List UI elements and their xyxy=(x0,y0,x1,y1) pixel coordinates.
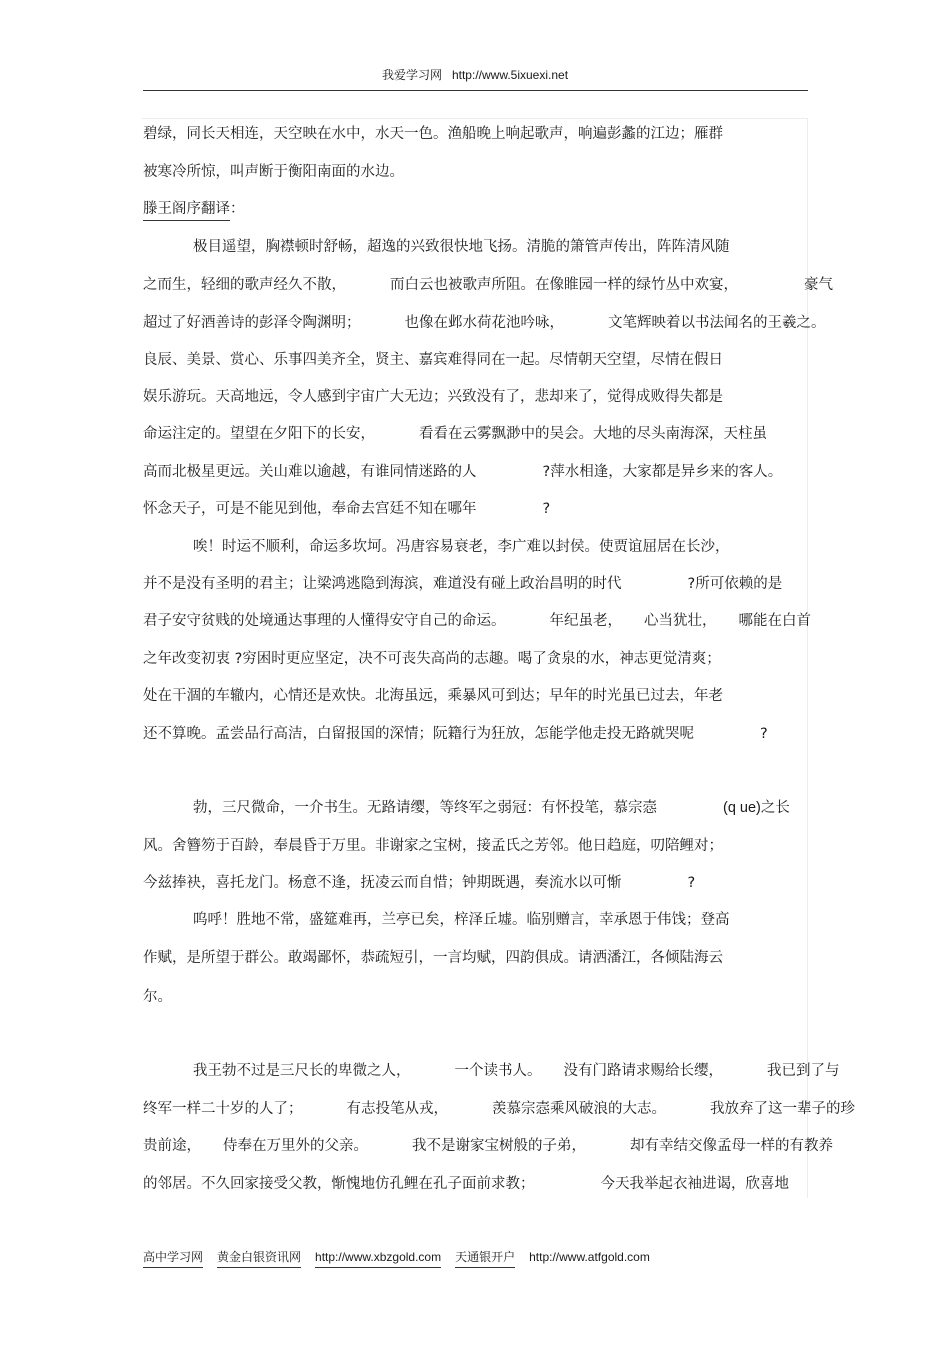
text-line xyxy=(193,798,808,818)
text-segment: 命运注定的。望望在夕阳下的长安， xyxy=(143,426,375,442)
text-line xyxy=(143,1174,808,1194)
text-segment: 贵前途， xyxy=(143,1138,201,1154)
text-segment: 并不是没有圣明的君主；让梁鸿逃隐到海滨，难道没有碰上政治昌明的时代 xyxy=(143,576,622,592)
text-segment: 终军一样二十岁的人了； xyxy=(143,1101,303,1117)
text-line: 之年改变初衷 ?穷困时更应坚定，决不可丧失高尚的志趣。喝了贪泉的水，神志更觉清爽； xyxy=(143,651,721,667)
text-line: 尔。 xyxy=(143,989,172,1005)
text-line: 娱乐游玩。天高地远，令人感到宇宙广大无边；兴致没有了，悲却来了，觉得成败得失都是 xyxy=(143,389,723,405)
page-header xyxy=(143,66,807,84)
text-line: 被寒冷所惊，叫声断于衡阳南面的水边。 xyxy=(143,164,404,180)
text-segment: ? xyxy=(542,501,551,517)
text-line xyxy=(143,611,811,631)
text-line xyxy=(143,275,833,295)
text-line xyxy=(193,1061,840,1081)
text-segment: 还不算晚。孟尝品行高洁，白留报国的深情；阮籍行为狂放，怎能学他走投无路就哭呢 xyxy=(143,726,694,742)
footer-link-gold-news[interactable]: 黄金白银资讯网 xyxy=(217,1248,301,1268)
text-line xyxy=(143,499,808,519)
header-site-name: 我爱学习网 xyxy=(381,68,442,82)
text-segment: 我放弃了这一辈子的珍 xyxy=(710,1101,855,1117)
text-line xyxy=(143,1099,855,1119)
section-title-colon: ： xyxy=(230,201,245,217)
text-segment: 有志投笔从戎， xyxy=(346,1101,448,1117)
text-line: 处在干涸的车辙内，心情还是欢快。北海虽远，乘暴风可到达；早年的时光虽已过去，年老 xyxy=(143,688,723,704)
text-segment: 的邻居。不久回家接受父教，惭愧地仿孔鲤在孔子面前求教； xyxy=(143,1176,535,1192)
section-title-text: 滕王阁序翻译 xyxy=(143,199,230,221)
text-segment: 一个读书人。 xyxy=(454,1063,542,1079)
text-segment: ? xyxy=(687,875,696,891)
text-segment: 看看在云雾飘渺中的吴会。大地的尽头南海深，天柱虽 xyxy=(419,426,767,442)
footer-url-atfgold[interactable]: http://www.atfgold.com xyxy=(529,1250,650,1264)
text-segment: 文笔辉映着以书法闻名的王羲之。 xyxy=(608,315,826,331)
text-line xyxy=(143,424,808,444)
header-site-url[interactable]: http://www.5ixuexi.net xyxy=(451,68,569,82)
text-segment: 怀念天子，可是不能见到他，奉命去宫廷不知在哪年 xyxy=(143,501,477,517)
text-segment: 高而北极星更远。关山难以逾越，有谁同情迷路的人 xyxy=(143,464,477,480)
text-segment: 侍奉在万里外的父亲。 xyxy=(223,1138,368,1154)
footer-link-tiantong[interactable]: 天通银开户 xyxy=(455,1248,515,1268)
text-line xyxy=(143,313,826,333)
text-segment: 而白云也被歌声所阻。在像睢园一样的绿竹丛中欢宴， xyxy=(390,277,738,293)
text-segment: 羡慕宗悫乘风破浪的大志。 xyxy=(492,1101,666,1117)
text-segment: 没有门路请求赐给长缨， xyxy=(563,1063,723,1079)
text-line xyxy=(143,574,808,594)
text-segment: 我已到了与 xyxy=(767,1063,840,1079)
text-segment: 却有幸结交像孟母一样的有教养 xyxy=(630,1138,833,1154)
text-segment: 今天我举起衣袖进谒，欣喜地 xyxy=(600,1176,789,1192)
text-segment: 君子安守贫贱的处境通达事理的人懂得安守自己的命运。 xyxy=(143,613,506,629)
text-segment: ? xyxy=(760,726,768,742)
text-line: 唉！时运不顺利，命运多坎坷。冯唐容易衰老，李广难以封侯。使贾谊屈居在长沙， xyxy=(193,539,730,555)
footer-link-xbzgold[interactable]: http://www.xbzgold.com xyxy=(315,1248,441,1268)
text-segment: 之而生，轻细的歌声经久不散， xyxy=(143,277,346,293)
text-line xyxy=(143,462,808,482)
text-line xyxy=(143,1136,833,1156)
section-title xyxy=(143,199,245,221)
text-segment: 豪气 xyxy=(804,277,833,293)
text-line: 良辰、美景、赏心、乐事四美齐全，贤主、嘉宾难得同在一起。尽情朝天空望，尽情在假日 xyxy=(143,352,723,368)
text-segment: ?萍水相逢，大家都是异乡来的客人。 xyxy=(542,464,783,480)
text-segment: 我不是谢家宝树般的子弟， xyxy=(412,1138,586,1154)
text-line: 作赋，是所望于群公。敢竭鄙怀，恭疏短引，一言均赋，四韵俱成。请洒潘江，各倾陆海云 xyxy=(143,950,723,966)
text-line: 碧绿，同长天相连，天空映在水中，水天一色。渔船晚上响起歌声，响遍彭蠡的江边；雁群 xyxy=(143,126,723,142)
footer-link-gaozhong[interactable]: 高中学习网 xyxy=(143,1248,203,1268)
text-segment: 哪能在白首 xyxy=(738,613,811,629)
text-segment: 年纪虽老， xyxy=(549,613,622,629)
text-line xyxy=(143,873,808,893)
text-segment: 超过了好酒善诗的彭泽令陶渊明； xyxy=(143,315,361,331)
text-line: 极目遥望，胸襟顿时舒畅，超逸的兴致很快地飞扬。清脆的箫管声传出，阵阵清风随 xyxy=(193,239,730,255)
text-segment: 我王勃不过是三尺长的卑微之人， xyxy=(193,1063,411,1079)
header-divider xyxy=(143,90,808,91)
text-segment: 心当犹壮， xyxy=(644,613,717,629)
text-line: 呜呼！胜地不常，盛筵难再，兰亭已矣，梓泽丘墟。临别赠言，幸承恩于伟饯；登高 xyxy=(193,912,730,928)
text-line: 风。舍簪笏于百龄，奉晨昏于万里。非谢家之宝树，接孟氏之芳邻。他日趋庭，叨陪鲤对； xyxy=(143,838,723,854)
text-segment: 也像在邺水荷花池吟咏， xyxy=(404,315,564,331)
text-segment: ?所可依赖的是 xyxy=(687,576,783,592)
text-line xyxy=(143,724,808,744)
text-segment: 勃，三尺微命，一介书生。无路请缨，等终军之弱冠：有怀投笔，慕宗悫 xyxy=(193,800,657,816)
text-segment: (q ue)之长 xyxy=(723,800,790,816)
page-footer xyxy=(143,1248,650,1268)
text-segment: 今兹捧袂，喜托龙门。杨意不逢，抚凌云而自惜；钟期既遇，奏流水以可惭 xyxy=(143,875,622,891)
